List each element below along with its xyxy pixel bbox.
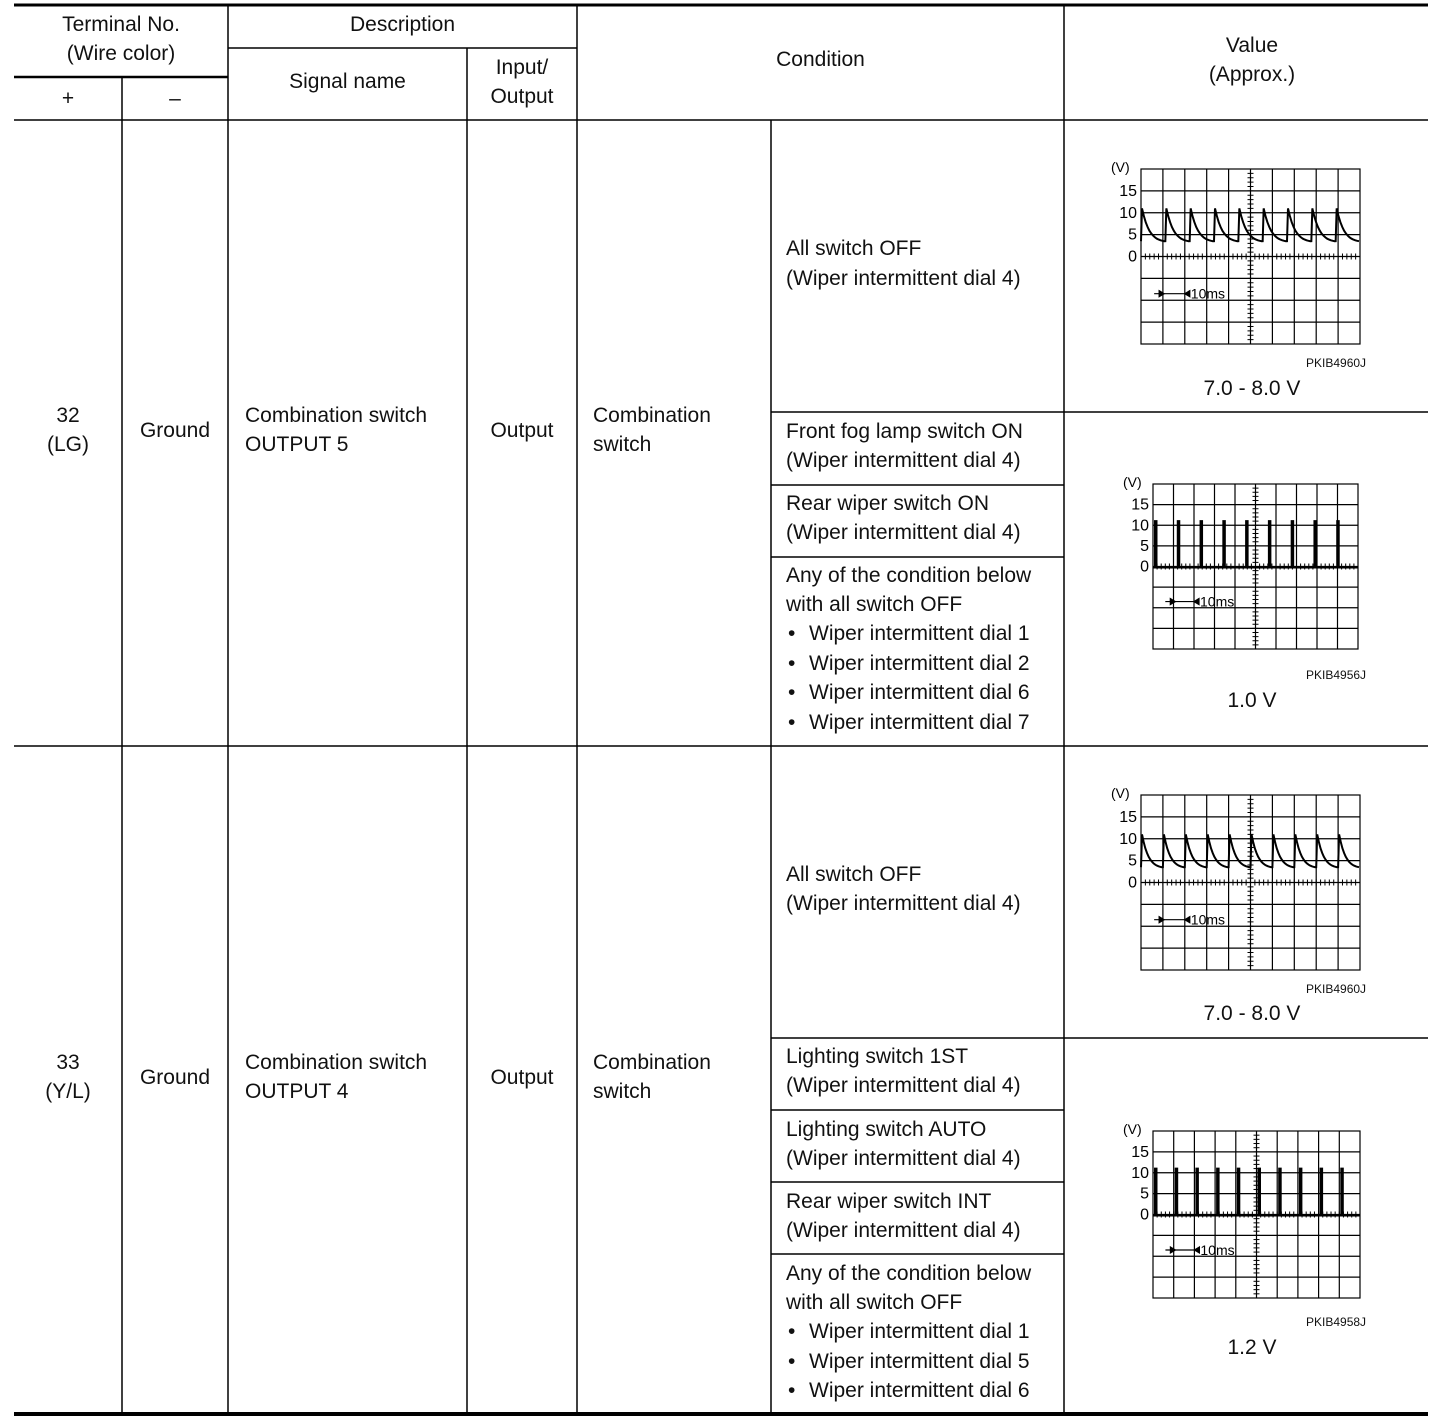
ground-terminal: Ground	[139, 1066, 211, 1089]
condition-group-sub: switch	[593, 1080, 652, 1103]
condition-text: (Wiper intermittent dial 4)	[786, 1147, 1021, 1170]
condition-text: (Wiper intermittent dial 4)	[786, 1219, 1021, 1242]
time-division-label: 10ms	[1200, 1241, 1235, 1258]
condition-text: Front fog lamp switch ON	[786, 420, 1023, 443]
condition-text: All switch OFF	[786, 863, 922, 886]
signal-name-output: OUTPUT 4	[245, 1080, 349, 1103]
condition-group: Combination	[593, 1051, 711, 1074]
figure-code: PKIB4958J	[1306, 1315, 1367, 1329]
ground-terminal: Ground	[139, 419, 211, 442]
oscilloscope-waveform	[1108, 472, 1366, 654]
list-item: • Wiper intermittent dial 1	[786, 619, 1030, 649]
scope-tick-label: 10	[1131, 1164, 1149, 1182]
scope-tick-label: 5	[1140, 1185, 1149, 1203]
header-value: Value	[1225, 34, 1279, 57]
figure-code: PKIB4960J	[1306, 356, 1367, 370]
header-input: Input/	[495, 56, 549, 79]
io-direction: Output	[490, 1066, 554, 1089]
oscilloscope-waveform	[1108, 158, 1366, 350]
scope-tick-label: 0	[1128, 874, 1137, 892]
scope-tick-label: 15	[1119, 808, 1137, 826]
condition-text: Rear wiper switch ON	[786, 492, 990, 515]
value-reading: 7.0 - 8.0 V	[1203, 1002, 1301, 1025]
terminal-number: 33	[56, 1051, 80, 1074]
oscilloscope-waveform	[1108, 784, 1366, 976]
io-direction: Output	[490, 419, 554, 442]
signal-name-output: OUTPUT 5	[245, 433, 349, 456]
condition-group: Combination	[593, 404, 711, 427]
scope-tick-label: 15	[1119, 182, 1137, 200]
scope-tick-label: 10	[1119, 204, 1137, 222]
value-reading: 1.2 V	[1227, 1336, 1277, 1359]
list-item: • Wiper intermittent dial 2	[786, 649, 1030, 679]
header-description: Description	[349, 13, 456, 36]
condition-text: Any of the condition below	[786, 564, 1032, 587]
header-approx: (Approx.)	[1208, 63, 1296, 86]
header-minus: –	[169, 87, 181, 110]
terminal-number: 32	[56, 404, 80, 427]
wire-color: (LG)	[47, 433, 89, 456]
value-reading: 1.0 V	[1227, 689, 1277, 712]
value-reading: 7.0 - 8.0 V	[1203, 377, 1301, 400]
header-condition: Condition	[776, 48, 865, 71]
scope-tick-label: 0	[1140, 558, 1149, 576]
condition-bullet-list	[786, 619, 1030, 737]
condition-text: (Wiper intermittent dial 4)	[786, 1074, 1021, 1097]
figure-code: PKIB4960J	[1306, 982, 1367, 996]
list-item: • Wiper intermittent dial 6	[786, 678, 1030, 708]
scope-tick-label: 0	[1140, 1206, 1149, 1224]
wire-color: (Y/L)	[45, 1080, 91, 1103]
condition-text: (Wiper intermittent dial 4)	[786, 267, 1021, 290]
condition-text: (Wiper intermittent dial 4)	[786, 521, 1021, 544]
condition-text: All switch OFF	[786, 237, 922, 260]
scope-tick-label: 0	[1128, 248, 1137, 266]
list-item: • Wiper intermittent dial 1	[786, 1317, 1030, 1347]
condition-text: with all switch OFF	[786, 593, 963, 616]
time-division-label: 10ms	[1190, 911, 1226, 928]
scope-tick-label: 10	[1119, 830, 1137, 848]
header-plus: +	[61, 87, 75, 110]
list-item: • Wiper intermittent dial 7	[786, 708, 1030, 738]
condition-text: Rear wiper switch INT	[786, 1190, 992, 1213]
condition-text: Lighting switch 1ST	[786, 1045, 969, 1068]
condition-text: with all switch OFF	[786, 1291, 963, 1314]
condition-group-sub: switch	[593, 433, 652, 456]
header-terminal-no: Terminal No.	[62, 13, 180, 36]
header-signal-name: Signal name	[289, 70, 406, 93]
figure-code: PKIB4956J	[1306, 668, 1367, 682]
condition-text: (Wiper intermittent dial 4)	[786, 892, 1021, 915]
scope-unit-label: (V)	[1123, 1121, 1142, 1137]
scope-unit-label: (V)	[1111, 159, 1130, 175]
header-output: Output	[490, 85, 554, 108]
scope-unit-label: (V)	[1111, 785, 1130, 801]
oscilloscope-waveform	[1108, 1120, 1366, 1306]
condition-bullet-list	[786, 1317, 1030, 1406]
signal-name: Combination switch	[245, 404, 428, 427]
list-item: • Wiper intermittent dial 6	[786, 1376, 1030, 1406]
condition-text: (Wiper intermittent dial 4)	[786, 449, 1021, 472]
time-division-label: 10ms	[1190, 285, 1226, 302]
scope-unit-label: (V)	[1123, 474, 1142, 490]
condition-text: Any of the condition below	[786, 1262, 1032, 1285]
header-wire-color: (Wire color)	[66, 42, 176, 65]
time-division-label: 10ms	[1200, 593, 1235, 610]
scope-tick-label: 5	[1140, 537, 1149, 555]
scope-tick-label: 15	[1131, 1143, 1149, 1161]
condition-text: Lighting switch AUTO	[786, 1118, 987, 1141]
scope-tick-label: 5	[1128, 226, 1137, 244]
scope-tick-label: 15	[1131, 496, 1149, 514]
scope-tick-label: 10	[1131, 517, 1149, 535]
signal-name: Combination switch	[245, 1051, 428, 1074]
scope-tick-label: 5	[1128, 852, 1137, 870]
list-item: • Wiper intermittent dial 5	[786, 1347, 1030, 1377]
